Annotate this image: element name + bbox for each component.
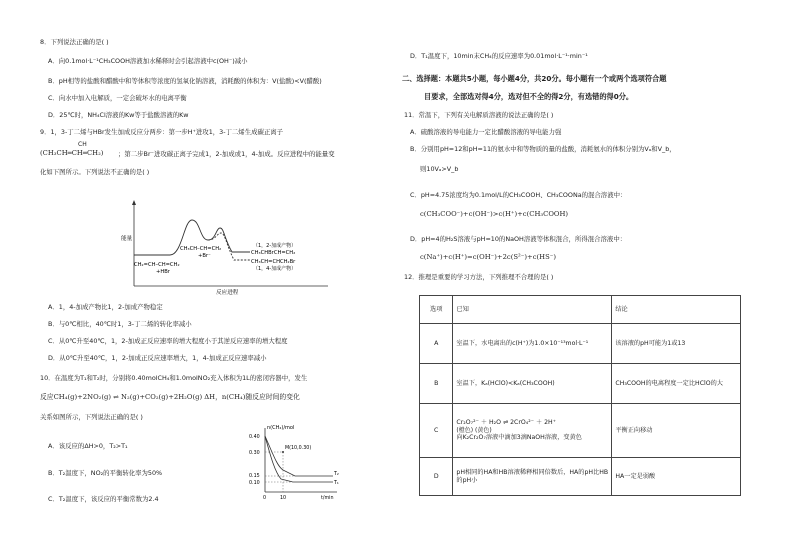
q11-option-b-2: 则10Vₐ>V_b bbox=[420, 165, 459, 173]
p14-formula: CH₃CH=CHCH₂Br bbox=[251, 259, 296, 265]
q12-table bbox=[419, 295, 741, 496]
reactant-label: CH₂=CH–CH=CH₂ bbox=[134, 262, 180, 268]
table-header-row bbox=[420, 296, 741, 324]
q9-option-c: C．从0℃升至40℃，1，2-加成正反应速率的增大程度小于其逆反应速率的增大程度 bbox=[48, 337, 288, 345]
q9-cation-top: CH bbox=[78, 141, 87, 148]
row-d-option: D bbox=[420, 458, 453, 496]
curve-t2 bbox=[265, 436, 333, 476]
q9-option-d: D．从0℃升至40℃，1，2-加成正反应速率增大，1，4-加成正反应速率减小 bbox=[48, 354, 267, 362]
table-row bbox=[420, 324, 741, 364]
q8-option-c: C．向水中加入电解质，一定会破坏水的电离平衡 bbox=[48, 94, 187, 102]
graph-ylabel: n(CH₄)/mol bbox=[267, 425, 295, 431]
point-m-label: M(10,0.30) bbox=[285, 446, 312, 451]
x-tick-10: 10 bbox=[280, 496, 287, 501]
row-c-colors: (橙色) (黄色) bbox=[456, 426, 492, 434]
q11-option-d-1: D．pH=4的H₂S溶液与pH=10的NaOH溶液等体积混合，所得混合溶液中： bbox=[410, 235, 627, 243]
series-t1-label: T₁ bbox=[334, 481, 339, 486]
y-tick-030: 0.30 bbox=[249, 451, 260, 456]
p12-name: （1，2-加成产物） bbox=[253, 243, 297, 249]
header-known: 已知 bbox=[453, 296, 612, 324]
q8-option-d: D．25℃时，NH₄Cl溶液的Kw等于盐酸溶液的Kw bbox=[48, 111, 189, 119]
q10-line2: 反应CH₄(g)+2NO₂(g) ⇌ N₂(g)+CO₂(g)+2H₂O(g) ΔH，n(CH₄)随反应时间的变化 bbox=[40, 393, 300, 401]
header-conclusion: 结论 bbox=[612, 296, 741, 324]
row-d-conclusion: HA一定是弱酸 bbox=[612, 458, 741, 496]
row-d-known: pH相同的HA和HB溶液稀释相同倍数后，HA的pH比HB的pH小 bbox=[453, 458, 612, 496]
section2-line1: 二、选择题：本题共5小题，每小题4分，共20分。每小题有一个或两个选项符合题 bbox=[402, 74, 667, 83]
row-c-option: C bbox=[420, 404, 453, 458]
row-c-known bbox=[453, 404, 612, 458]
row-a-option: A bbox=[420, 324, 453, 364]
q11-title: 11．常温下，下列有关电解质溶液的说法正确的是( ) bbox=[404, 111, 554, 119]
section2-line2: 目要求，全部选对得4分，选对但不全的得2分，有选错的得0分。 bbox=[424, 92, 634, 101]
q8-title: 8．下列说法正确的是( ) bbox=[40, 38, 109, 46]
q8-option-b: B．pH相等的盐酸和醋酸中和等体积等浓度的氢氧化钠溶液，消耗酸的体积为：V(盐酸)<V(醋酸) bbox=[48, 77, 322, 85]
q8-option-a: A．向0.1mol·L⁻¹CH₃COOH溶液加水稀释时会引起溶液中c(OH⁻)减小 bbox=[48, 57, 248, 65]
row-b-option: B bbox=[420, 364, 453, 404]
energy-axis-arrow bbox=[132, 200, 136, 205]
q10-option-c: C．T₂温度下，该反应的平衡常数为2.4 bbox=[48, 495, 159, 503]
q11-option-c-1: C．pH=4.75浓度均为0.1mol/L的CH₃COOH、CH₃COONa的混合溶液中： bbox=[410, 191, 627, 199]
table-row bbox=[420, 364, 741, 404]
q9-cation-formula: (CH₃CH═CH═CH₂) bbox=[40, 149, 104, 157]
row-c-equation: Cr₂O₇²⁻ ＋ H₂O ⇌ 2CrO₄²⁻ ＋ 2H⁺ bbox=[456, 419, 556, 426]
q12-title: 12．推理是重要的学习方法，下列推理不合理的是( ) bbox=[404, 273, 554, 281]
q11-option-b-1: B．分别用pH=12和pH=11的氨水中和等物质的量的盐酸，消耗氨水的体积分别为Vₐ和V_b， bbox=[410, 145, 676, 153]
energy-profile-diagram bbox=[120, 200, 330, 295]
table-row bbox=[420, 404, 741, 458]
q9-option-b: B．与0℃相比，40℃时1，3-丁二烯的转化率减小 bbox=[48, 320, 192, 328]
q11-option-d-2: c(Na⁺)+c(H⁺)=c(OH⁻)+2c(S²⁻)+c(HS⁻) bbox=[420, 253, 556, 261]
q9-line1: 9．1，3-丁二烯与HBr发生加成反应分两步：第一步H⁺进攻1，3-丁二烯生成碳正离子 bbox=[40, 128, 284, 136]
y-tick-015: 0.15 bbox=[249, 474, 260, 479]
x-tick-0: 0 bbox=[263, 496, 267, 501]
row-c-operation: 向K₂Cr₂O₇溶液中滴加3滴NaOH溶液，变黄色 bbox=[456, 434, 582, 442]
intermediate-label-2: +Br⁻ bbox=[198, 253, 211, 259]
header-option: 选项 bbox=[420, 296, 453, 324]
q10-option-a: A．该反应的ΔH>0，T₂>T₁ bbox=[48, 442, 128, 450]
p12-formula: CH₃CHBrCH=CH₂ bbox=[251, 250, 296, 256]
q9-line3: 化如下图所示。下列说法不正确的是( ) bbox=[40, 168, 150, 176]
y-tick-040: 0.40 bbox=[249, 435, 260, 440]
point-m bbox=[282, 451, 284, 453]
row-b-conclusion: CH₃COOH的电离程度一定比HClO的大 bbox=[612, 364, 741, 404]
intermediate-label: CH₃CH–CH=CH₂ bbox=[180, 246, 222, 252]
row-c-conclusion: 平衡正向移动 bbox=[612, 404, 741, 458]
q9-line2: ；第二步Br⁻进攻碳正离子完成1，2-加成或1，4-加成。反应进程中的能量变 bbox=[118, 150, 335, 158]
energy-ylabel: 能量 bbox=[121, 236, 133, 242]
q10-line1: 10．在温度为T₁和T₂时，分别将0.40molCH₄和1.0molNO₂充入体积为1L的密闭容器中，发生 bbox=[40, 374, 308, 382]
q10-line3: 关系如图所示，下列说法正确的是( ) bbox=[40, 413, 143, 421]
q10-option-d: D．T₁温度下，10min末CH₄的反应速率为0.01mol·L⁻¹·min⁻¹ bbox=[410, 52, 588, 60]
graph-xlabel: t/min bbox=[321, 496, 334, 501]
q9-option-a: A．1，4-加成产物比1，2-加成产物稳定 bbox=[48, 303, 163, 311]
q11-option-c-2: c(CH₃COO⁻)+c(OH⁻)>c(H⁺)+c(CH₃COOH) bbox=[420, 210, 569, 218]
row-b-known: 室温下，Kₐ(HClO)<Kₐ(CH₃COOH) bbox=[453, 364, 612, 404]
row-a-known: 室温下，水电离出的c(H⁺)为1.0×10⁻¹³mol·L⁻¹ bbox=[453, 324, 612, 364]
energy-xlabel: 反应进程 bbox=[216, 290, 239, 295]
y-tick-010: 0.10 bbox=[249, 481, 260, 486]
q11-option-a: A．硫酸溶液的导电能力一定比醋酸溶液的导电能力强 bbox=[410, 128, 562, 136]
p14-name: （1，4-加成产物） bbox=[253, 266, 297, 272]
table-row bbox=[420, 458, 741, 496]
series-t2-label: T₂ bbox=[334, 472, 339, 477]
row-a-conclusion: 该溶液的pH可能为1或13 bbox=[612, 324, 741, 364]
reactant-label-2: +HBr bbox=[156, 269, 170, 275]
q10-option-b: B．T₂温度下，NO₂的平衡转化率为50% bbox=[48, 469, 163, 477]
n-ch4-graph bbox=[247, 424, 342, 504]
